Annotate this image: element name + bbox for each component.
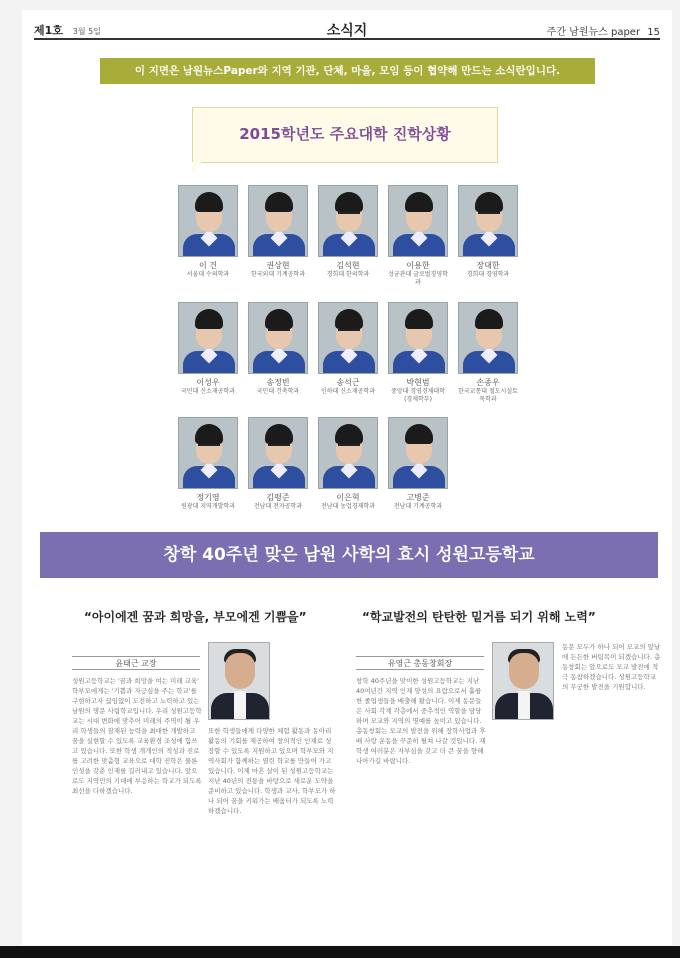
student-card bbox=[248, 185, 308, 279]
student-name: 송정빈 bbox=[266, 378, 290, 387]
student-photo bbox=[388, 302, 448, 374]
right-article-col1: 창학 40주년을 맞이한 성원고등학교는 지난 40여년간 지역 인재 양성의 요람으로서 훌륭한 졸업생들을 배출해 왔습니다. 이제 동문들은 사회 각계 각층에서 중추적인 역할을 담당하며 모교와 지역의 명예를 높이고 있습니다. 총동창회는 모교의 발전을 위해 장학사업과 후배 사랑 운동을 꾸준히 펼쳐 나갈 것입니다. 재학생 여러분은 자부심을 갖고 더 큰 꿈을 향해 나아가길 바랍니다. bbox=[356, 677, 486, 765]
student-card bbox=[318, 302, 378, 396]
speech-bubble-tail bbox=[192, 162, 202, 174]
right-quote-title: “학교발전의 탄탄한 밑거름 되기 위해 노력” bbox=[362, 610, 596, 624]
student-name: 손종우 bbox=[476, 378, 500, 387]
student-school: 성균관대 글로벌경영학과 bbox=[388, 271, 448, 286]
student-card bbox=[388, 302, 448, 404]
student-school: 중앙대 경영경제대학 (경제학부) bbox=[390, 388, 446, 403]
student-card bbox=[458, 302, 518, 404]
student-school: 서울대 수의학과 bbox=[186, 271, 230, 278]
student-photo bbox=[388, 185, 448, 257]
student-photo bbox=[178, 417, 238, 489]
student-photo bbox=[248, 417, 308, 489]
student-card bbox=[318, 185, 378, 279]
issue-number: 제1호 bbox=[34, 24, 63, 37]
student-card bbox=[248, 417, 308, 511]
right-byline: 유영근 총동창회장 bbox=[356, 656, 484, 670]
student-school: 전남대 농업경제학과 bbox=[320, 503, 376, 510]
admission-title: 2015학년도 주요대학 진학상황 bbox=[192, 107, 498, 163]
student-name: 이 건 bbox=[199, 261, 217, 270]
student-school: 한국외대 기계공학과 bbox=[250, 271, 306, 278]
page-number: 15 bbox=[647, 27, 660, 38]
student-name: 이성우 bbox=[196, 378, 220, 387]
right-article-col2: 동문 모두가 하나 되어 모교의 앞날에 든든한 버팀목이 되겠습니다. 총동창회는 앞으로도 모교 발전에 적극 동참하겠습니다. 성원고등학교의 무궁한 발전을 기원합니다. bbox=[562, 643, 661, 691]
student-school: 경희대 한의학과 bbox=[326, 271, 370, 278]
student-photo bbox=[248, 185, 308, 257]
student-photo bbox=[458, 185, 518, 257]
newspaper-page bbox=[22, 10, 672, 945]
student-name: 권상현 bbox=[266, 261, 290, 270]
left-byline: 윤태근 교장 bbox=[72, 656, 200, 670]
student-card bbox=[178, 417, 238, 511]
student-school: 전남대 기계공학과 bbox=[393, 503, 443, 510]
student-photo bbox=[178, 302, 238, 374]
principal-photo bbox=[208, 642, 270, 720]
student-school: 원광대 지역개발학과 bbox=[180, 503, 236, 510]
student-name: 이용한 bbox=[406, 261, 430, 270]
student-card bbox=[248, 302, 308, 396]
student-school: 국민대 건축학과 bbox=[256, 388, 300, 395]
student-card bbox=[388, 185, 448, 287]
student-photo bbox=[388, 417, 448, 489]
student-photo bbox=[178, 185, 238, 257]
issue-date: 3월 5일 bbox=[72, 27, 101, 36]
student-school: 인하대 신소재공학과 bbox=[320, 388, 376, 395]
section-title: 소식지 bbox=[326, 23, 368, 39]
bottom-bar bbox=[0, 946, 680, 958]
student-name: 김평준 bbox=[266, 493, 290, 502]
left-quote-title: “아이에겐 꿈과 희망을, 부모에겐 기쁨을” bbox=[84, 610, 307, 624]
notice-banner: 이 지면은 남원뉴스Paper와 지역 기관, 단체, 마을, 모임 등이 협약해 만드는 소식란입니다. bbox=[100, 58, 595, 84]
student-photo bbox=[248, 302, 308, 374]
student-card bbox=[178, 302, 238, 396]
main-headline: 창학 40주년 맞은 남원 사학의 효시 성원고등학교 bbox=[40, 532, 658, 578]
student-photo bbox=[318, 417, 378, 489]
student-photo bbox=[318, 185, 378, 257]
student-card bbox=[388, 417, 448, 511]
student-school: 국민대 신소재공학과 bbox=[180, 388, 236, 395]
alumni-president-photo bbox=[492, 642, 554, 720]
paper-name: 주간 남원뉴스 paper bbox=[546, 27, 641, 38]
student-name: 김석현 bbox=[336, 261, 360, 270]
student-name: 고병준 bbox=[406, 493, 430, 502]
student-card bbox=[178, 185, 238, 279]
student-name: 송석근 bbox=[336, 378, 360, 387]
left-article-col1: 성원고등학교는 '꿈과 희망을 여는 미래 교육' 학부모에게는 '기쁨과 자긍심을 주는 학교'를 구현하고자 끊임없이 도전하고 노력하고 있는 남원의 명문 사립학교입니다. 우리 성원고등학교는 시대 변화에 맞추어 미래의 주역이 될 우리 학생들의 잠재된 능력을 최대한 개발하고 꿈을 실현할 수 있도록 교육환경 조성에 힘쓰고 있습니다. 또한 학생 개개인의 적성과 진로를 고려한 맞춤형 교육으로 대학 진학은 물론 인성을 갖춘 인재를 길러내고 있습니다. 앞으로도 지역민의 기대에 부응하는 학교가 되도록 최선을 다하겠습니다. bbox=[72, 677, 202, 795]
student-school: 한국교통대 철도시설토목학과 bbox=[458, 388, 518, 403]
student-school: 경희대 경영학과 bbox=[466, 271, 510, 278]
left-article-col2: 또한 학생들에게 다양한 체험 활동과 동아리 활동의 기회를 제공하여 창의적인 인재로 성장할 수 있도록 지원하고 있으며 학부모와 지역사회가 함께하는 열린 학교를 만들어 가고 있습니다. 이제 마흔 살이 된 성원고등학교는 지난 40년의 전통을 바탕으로 새로운 도약을 준비하고 있습니다. 학생과 교사, 학부모가 하나 되어 꿈을 키워가는 배움터가 되도록 노력하겠습니다. bbox=[208, 727, 336, 815]
student-photo bbox=[318, 302, 378, 374]
student-card bbox=[318, 417, 378, 511]
student-name: 장대한 bbox=[476, 261, 500, 270]
student-name: 박현범 bbox=[406, 378, 430, 387]
page-header bbox=[34, 20, 660, 40]
student-school: 전남대 전자공학과 bbox=[253, 503, 303, 510]
student-card bbox=[458, 185, 518, 279]
student-name: 이은혁 bbox=[336, 493, 360, 502]
student-photo bbox=[458, 302, 518, 374]
student-name: 정기영 bbox=[196, 493, 220, 502]
